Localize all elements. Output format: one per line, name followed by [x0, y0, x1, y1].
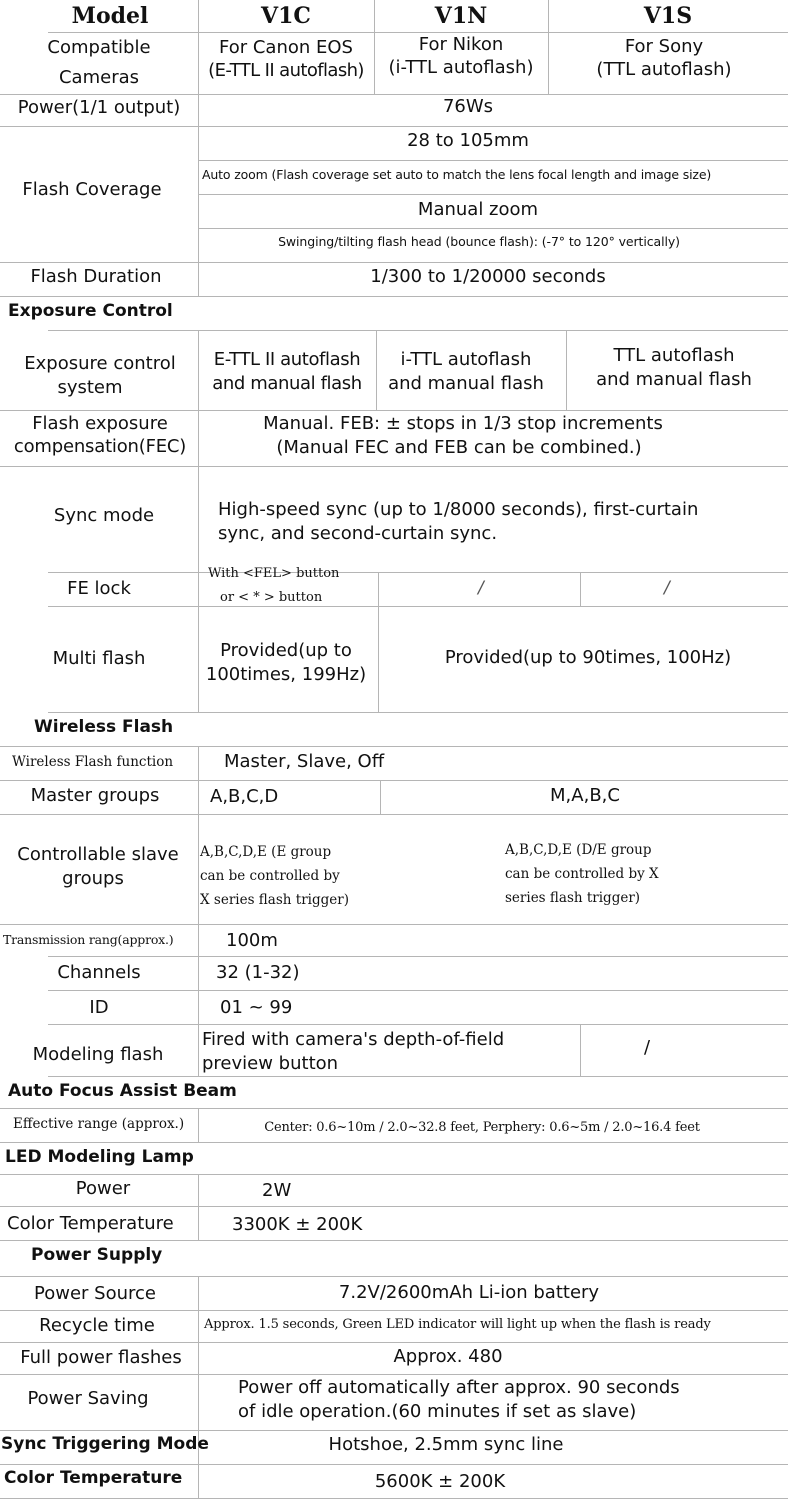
recycle-time-label: Recycle time	[39, 1315, 155, 1336]
transmission-range-label: Transmission rang(approx.)	[3, 932, 174, 947]
flash-coverage-auto-zoom: Auto zoom (Flash coverage set auto to match the lens focal length and image size)	[202, 167, 712, 182]
section-exposure-control: Exposure Control	[8, 301, 173, 321]
compatible-v1s-2: (TTL autoflash)	[596, 59, 732, 80]
slave-groups-v1c-1: A,B,C,D,E (E group	[200, 844, 332, 860]
modeling-flash-label: Modeling flash	[32, 1044, 164, 1065]
section-wireless-flash: Wireless Flash	[34, 717, 174, 737]
power-saving-label: Power Saving	[27, 1388, 149, 1409]
multi-flash-v1c-1: Provided(up to	[220, 640, 352, 661]
header-v1n: V1N	[434, 3, 488, 29]
compatible-v1c-2: (E-TTL II autoflash)	[208, 60, 364, 81]
fe-lock-v1c-1: With <FEL> button	[208, 566, 340, 581]
header-v1s: V1S	[643, 3, 693, 29]
exposure-system-v1n-2: and manual flash	[388, 373, 544, 394]
exposure-system-v1s-1: TTL autoflash	[613, 345, 735, 366]
exposure-system-label-2: system	[57, 377, 123, 398]
af-range-value: Center: 0.6~10m / 2.0~32.8 feet, Perphery: 0.6~5m / 2.0~16.4 feet	[264, 1120, 700, 1135]
exposure-system-v1c-1: E-TTL II autoflash	[213, 349, 361, 370]
fe-lock-v1c-2: or < * > button	[220, 590, 323, 605]
led-color-temp-value: 3300K ± 200K	[232, 1214, 363, 1235]
slave-groups-other-1: A,B,C,D,E (D/E group	[505, 842, 652, 858]
flash-duration-label: Flash Duration	[30, 266, 162, 287]
flash-coverage-manual-zoom: Manual zoom	[417, 199, 539, 220]
section-power-supply: Power Supply	[31, 1245, 163, 1265]
wireless-function-value: Master, Slave, Off	[224, 751, 385, 772]
full-power-flashes-label: Full power flashes	[20, 1347, 182, 1368]
fec-value-2: (Manual FEC and FEB can be combined.)	[276, 437, 642, 458]
slave-groups-other-2: can be controlled by X	[505, 866, 659, 882]
fe-lock-label: FE lock	[67, 578, 131, 599]
full-power-flashes-value: Approx. 480	[393, 1346, 503, 1367]
power-saving-value-1: Power off automatically after approx. 90 seconds	[238, 1377, 680, 1398]
master-groups-label: Master groups	[30, 785, 160, 806]
compatible-v1c-1: For Canon EOS	[219, 37, 353, 58]
sync-triggering-value: Hotshoe, 2.5mm sync line	[328, 1434, 564, 1455]
exposure-system-v1s-2: and manual flash	[596, 369, 752, 390]
recycle-time-value: Approx. 1.5 seconds, Green LED indicator will light up when the flash is ready	[204, 1317, 711, 1332]
multi-flash-label: Multi flash	[52, 648, 146, 669]
section-af-assist-beam: Auto Focus Assist Beam	[8, 1081, 237, 1101]
channels-value: 32 (1-32)	[216, 962, 300, 983]
multi-flash-other: Provided(up to 90times, 100Hz)	[444, 647, 732, 668]
flash-coverage-zoom-range: 28 to 105mm	[407, 130, 529, 151]
slave-groups-label-1: Controllable slave	[17, 844, 179, 865]
sync-mode-value-1: High-speed sync (up to 1/8000 seconds), first-curtain	[218, 499, 699, 520]
flash-coverage-swing-tilt: Swinging/tilting flash head (bounce flash): (-7° to 120° vertically)	[278, 234, 680, 249]
exposure-system-label-1: Exposure control	[24, 353, 176, 374]
af-range-label: Effective range (approx.)	[13, 1116, 185, 1132]
fe-lock-v1s: /	[664, 578, 670, 598]
compatible-label-2: Cameras	[58, 67, 139, 88]
slave-groups-v1c-3: X series flash trigger)	[200, 892, 349, 908]
fec-label-2: compensation(FEC)	[13, 436, 187, 457]
slave-groups-other-3: series flash trigger)	[505, 890, 641, 906]
led-power-label: Power	[75, 1178, 131, 1199]
multi-flash-v1c-2: 100times, 199Hz)	[205, 664, 367, 685]
slave-groups-label-2: groups	[62, 868, 124, 889]
id-label: ID	[89, 997, 109, 1018]
header-model: Model	[71, 3, 149, 29]
modeling-flash-v1c-2: preview button	[202, 1053, 339, 1074]
master-groups-other: M,A,B,C	[550, 785, 620, 806]
sync-mode-label: Sync mode	[53, 505, 155, 526]
header-v1c: V1C	[261, 3, 311, 29]
power-source-label: Power Source	[34, 1283, 156, 1304]
exposure-system-v1c-2: and manual flash	[212, 373, 362, 394]
power-source-value: 7.2V/2600mAh Li-ion battery	[338, 1282, 600, 1303]
compatible-v1n-2: (i-TTL autoflash)	[388, 57, 534, 78]
power-label: Power(1/1 output)	[17, 97, 181, 118]
power-saving-value-2: of idle operation.(60 minutes if set as slave)	[238, 1401, 637, 1422]
wireless-function-label: Wireless Flash function	[12, 754, 174, 770]
fe-lock-v1n: /	[478, 578, 484, 598]
master-groups-v1c: A,B,C,D	[210, 786, 279, 807]
channels-label: Channels	[57, 962, 141, 983]
compatible-v1n-1: For Nikon	[418, 34, 504, 55]
flash-coverage-label: Flash Coverage	[22, 179, 162, 200]
power-value: 76Ws	[442, 96, 494, 117]
color-temperature-value: 5600K ± 200K	[374, 1471, 506, 1492]
exposure-system-v1n-1: i-TTL autoflash	[400, 349, 532, 370]
color-temperature-label: Color Temperature	[4, 1468, 183, 1488]
id-value: 01 ~ 99	[220, 997, 293, 1018]
led-power-value: 2W	[262, 1180, 292, 1201]
sync-mode-value-2: sync, and second-curtain sync.	[218, 523, 498, 544]
flash-duration-value: 1/300 to 1/20000 seconds	[370, 266, 606, 287]
transmission-range-value: 100m	[226, 930, 278, 951]
modeling-flash-v1c-1: Fired with camera's depth-of-field	[202, 1029, 505, 1050]
slave-groups-v1c-2: can be controlled by	[200, 868, 340, 884]
led-color-temp-label: Color Temperature	[7, 1213, 174, 1234]
modeling-flash-v1s: /	[644, 1037, 651, 1058]
fec-label-1: Flash exposure	[32, 413, 168, 434]
section-led-modeling-lamp: LED Modeling Lamp	[5, 1147, 194, 1167]
fec-value-1: Manual. FEB: ± stops in 1/3 stop increments	[263, 413, 663, 434]
compatible-label-1: Compatible	[47, 37, 151, 58]
compatible-v1s-1: For Sony	[624, 36, 704, 57]
sync-triggering-label: Sync Triggering Mode	[1, 1434, 209, 1454]
